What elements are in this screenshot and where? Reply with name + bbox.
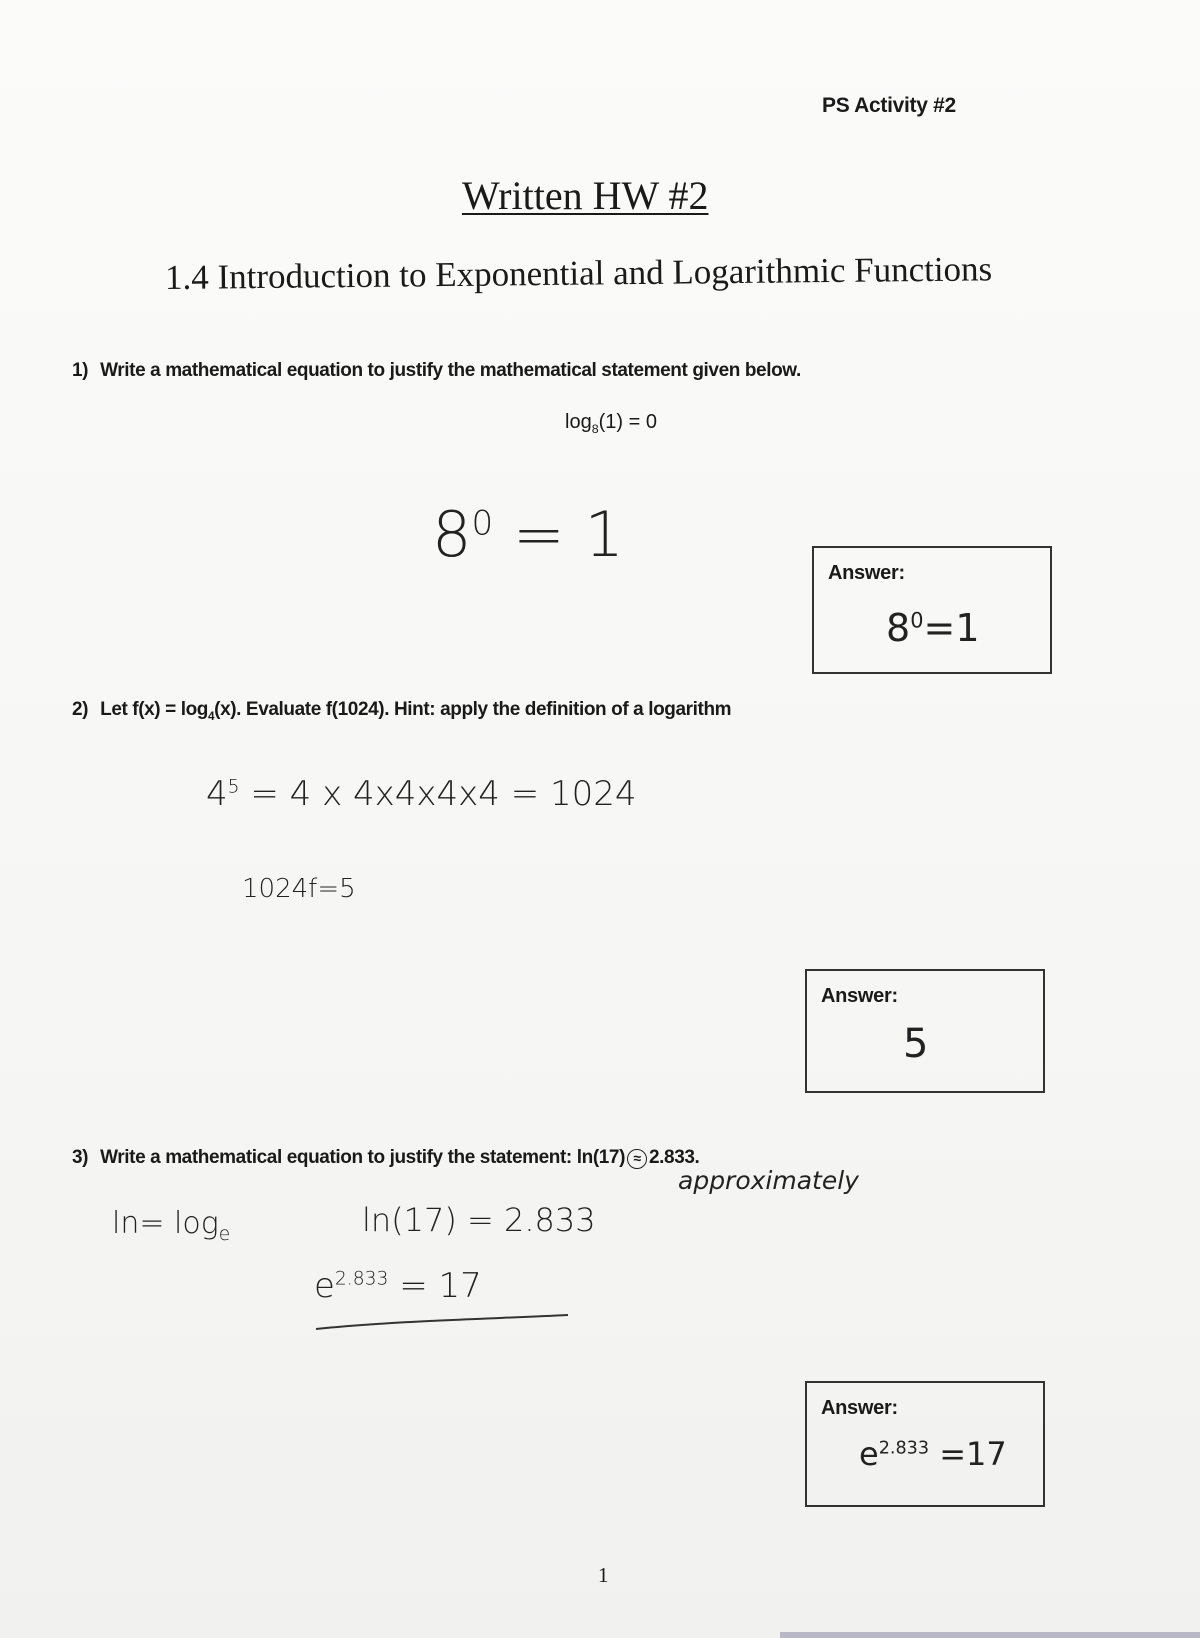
- work-underline-stroke: [314, 1313, 570, 1333]
- question-2-log-base: 4: [207, 709, 215, 723]
- work-rest: = 4 x 4x4x4x4 = 1024: [239, 774, 637, 814]
- question-2-number: 2): [72, 699, 89, 720]
- work-rest: = 17: [388, 1266, 482, 1306]
- question-2-work-line-2: 1024f=5: [242, 874, 356, 904]
- page-subtitle: 1.4 Introduction to Exponential and Logarithmic Functions: [164, 249, 993, 297]
- activity-label: PS Activity #2: [822, 94, 956, 117]
- ln-definition: [112, 1206, 230, 1245]
- ln-def-main: ln= log: [112, 1206, 219, 1241]
- answer-rest: =17: [929, 1435, 1007, 1473]
- answer-rest: =1: [923, 606, 980, 650]
- question-2-text-a: Let f(x) = log: [100, 699, 208, 720]
- answer-base: 8: [886, 606, 911, 650]
- question-2-text-b: (x). Evaluate f(1024). Hint: apply the definition of a logarithm: [214, 699, 732, 720]
- answer-label: Answer:: [821, 1397, 898, 1419]
- page-number: 1: [598, 1563, 609, 1587]
- question-3-work-line-2: [314, 1266, 482, 1306]
- answer-exponent: 2.833: [878, 1438, 930, 1459]
- question-3-answer: [859, 1435, 1007, 1473]
- work-base: 4: [206, 774, 228, 814]
- question-3-text: Write a mathematical equation to justify the statement: ln(17): [100, 1147, 626, 1168]
- question-2-work-line-1: [206, 774, 637, 814]
- question-1-answer: [886, 606, 980, 650]
- question-3-prompt: [72, 1147, 699, 1169]
- page-edge-shadow: [780, 1632, 1200, 1638]
- work-exponent: 5: [227, 776, 240, 798]
- answer-label: Answer:: [828, 562, 905, 584]
- work-rest: = 1: [493, 498, 624, 571]
- answer-base: e: [859, 1435, 879, 1473]
- question-1-work: [432, 498, 624, 571]
- work-exponent: 0: [471, 503, 494, 544]
- question-1-prompt: [72, 360, 801, 382]
- answer-label: Answer:: [821, 985, 898, 1007]
- question-3-value: 2.833.: [649, 1147, 700, 1168]
- question-2-answer: 5: [903, 1021, 929, 1067]
- answer-exponent: 0: [910, 608, 924, 633]
- approximately-annotation: approximately: [678, 1166, 859, 1195]
- question-1-answer-box: [812, 546, 1052, 674]
- page-title: Written HW #2: [462, 173, 709, 218]
- work-base: e: [314, 1266, 335, 1306]
- question-1-statement: [565, 411, 657, 436]
- question-3-number: 3): [72, 1147, 89, 1168]
- question-1-number: 1): [72, 360, 89, 381]
- statement-log: log: [565, 411, 592, 433]
- ln-def-sub: e: [218, 1224, 231, 1245]
- work-exponent: 2.833: [334, 1268, 389, 1290]
- question-2-prompt: [72, 699, 731, 723]
- question-1-text: Write a mathematical equation to justify the mathematical statement given below.: [100, 360, 801, 381]
- question-3-work-line-1: ln(17) = 2.833: [362, 1201, 596, 1239]
- approx-symbol: ≈: [627, 1149, 647, 1169]
- question-3-answer-box: [805, 1381, 1045, 1507]
- question-2-answer-box: [805, 969, 1045, 1093]
- statement-rest: (1) = 0: [598, 411, 657, 433]
- statement-log-base: 8: [591, 422, 599, 436]
- work-base: 8: [432, 498, 472, 571]
